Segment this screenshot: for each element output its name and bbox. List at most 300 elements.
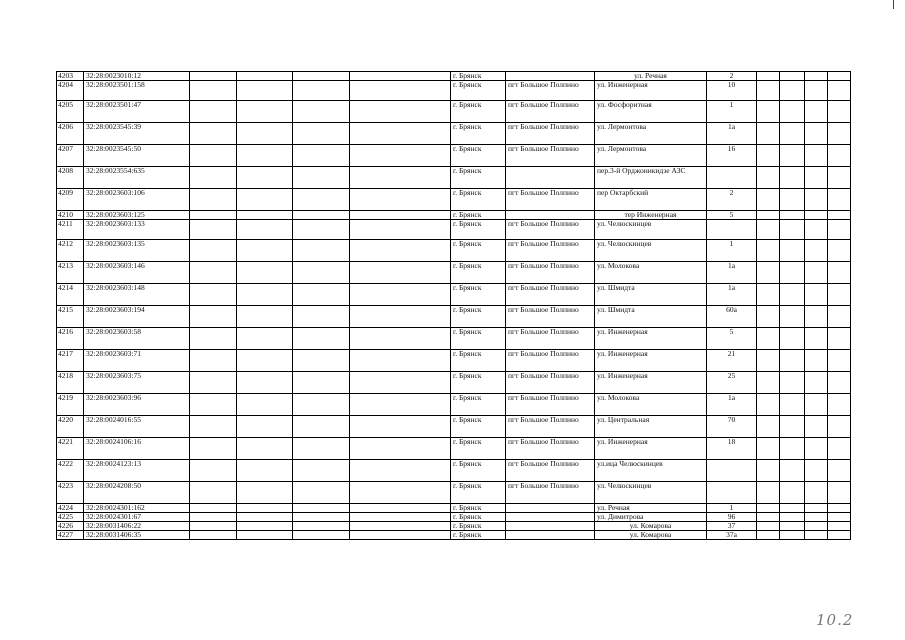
street-cell: ул. Речная <box>595 72 707 81</box>
table-row <box>57 513 851 522</box>
city-cell: г. Брянск <box>451 211 506 220</box>
empty-cell <box>190 482 237 504</box>
empty-cell <box>350 306 451 328</box>
settlement-cell: пгт Большое Полпино <box>506 220 595 240</box>
empty-cell <box>828 306 851 328</box>
empty-cell <box>757 522 780 531</box>
empty-cell <box>780 328 805 350</box>
row-number-cell: 4223 <box>57 482 84 504</box>
empty-cell <box>350 394 451 416</box>
empty-cell <box>828 81 851 101</box>
street-cell: ул. Инженерная <box>595 372 707 394</box>
empty-cell <box>828 240 851 262</box>
empty-cell <box>293 328 350 350</box>
empty-cell <box>805 101 828 123</box>
empty-cell <box>190 306 237 328</box>
empty-cell <box>350 81 451 101</box>
settlement-cell: пгт Большое Полпино <box>506 262 595 284</box>
empty-cell <box>780 284 805 306</box>
street-cell: ул. Инженерная <box>595 328 707 350</box>
empty-cell <box>293 482 350 504</box>
empty-cell <box>805 220 828 240</box>
settlement-cell: пгт Большое Полпино <box>506 372 595 394</box>
empty-cell <box>237 328 293 350</box>
house-number-cell: 37 <box>707 522 757 531</box>
empty-cell <box>350 504 451 513</box>
settlement-cell: пгт Большое Полпино <box>506 416 595 438</box>
empty-cell <box>293 416 350 438</box>
empty-cell <box>293 101 350 123</box>
empty-cell <box>757 72 780 81</box>
cadastral-number-cell: 32:28:0023603:96 <box>84 394 190 416</box>
table-row <box>57 504 851 513</box>
empty-cell <box>828 101 851 123</box>
city-cell: г. Брянск <box>451 394 506 416</box>
empty-cell <box>828 482 851 504</box>
row-number-cell: 4214 <box>57 284 84 306</box>
row-number-cell: 4206 <box>57 123 84 145</box>
empty-cell <box>350 262 451 284</box>
empty-cell <box>190 522 237 531</box>
empty-cell <box>190 284 237 306</box>
row-number-cell: 4215 <box>57 306 84 328</box>
row-number-cell: 4211 <box>57 220 84 240</box>
city-cell: г. Брянск <box>451 240 506 262</box>
empty-cell <box>780 438 805 460</box>
empty-cell <box>805 81 828 101</box>
city-cell: г. Брянск <box>451 416 506 438</box>
empty-cell <box>828 123 851 145</box>
empty-cell <box>190 350 237 372</box>
empty-cell <box>828 284 851 306</box>
empty-cell <box>757 167 780 189</box>
table-row <box>57 394 851 416</box>
empty-cell <box>757 531 780 540</box>
empty-cell <box>780 531 805 540</box>
empty-cell <box>828 189 851 211</box>
empty-cell <box>190 504 237 513</box>
row-number-cell: 4208 <box>57 167 84 189</box>
empty-cell <box>190 220 237 240</box>
empty-cell <box>293 504 350 513</box>
empty-cell <box>757 372 780 394</box>
row-number-cell: 4221 <box>57 438 84 460</box>
empty-cell <box>780 394 805 416</box>
house-number-cell: 5 <box>707 328 757 350</box>
empty-cell <box>780 306 805 328</box>
house-number-cell: 2 <box>707 189 757 211</box>
register-body <box>57 72 851 540</box>
empty-cell <box>805 460 828 482</box>
empty-cell <box>757 81 780 101</box>
empty-cell <box>780 460 805 482</box>
empty-cell <box>780 72 805 81</box>
house-number-cell <box>707 460 757 482</box>
empty-cell <box>780 101 805 123</box>
settlement-cell: пгт Большое Полпино <box>506 438 595 460</box>
street-cell: ул. Шмидта <box>595 284 707 306</box>
empty-cell <box>757 350 780 372</box>
city-cell: г. Брянск <box>451 101 506 123</box>
empty-cell <box>190 438 237 460</box>
table-row <box>57 145 851 167</box>
empty-cell <box>757 438 780 460</box>
cadastral-number-cell: 32:28:0023603:125 <box>84 211 190 220</box>
street-cell: ул. Молокова <box>595 262 707 284</box>
row-number-cell: 4212 <box>57 240 84 262</box>
row-number-cell: 4217 <box>57 350 84 372</box>
empty-cell <box>190 72 237 81</box>
row-number-cell: 4205 <box>57 101 84 123</box>
row-number-cell: 4216 <box>57 328 84 350</box>
empty-cell <box>780 189 805 211</box>
table-row <box>57 123 851 145</box>
empty-cell <box>828 262 851 284</box>
empty-cell <box>780 522 805 531</box>
cadastral-number-cell: 32:28:0023603:71 <box>84 350 190 372</box>
city-cell: г. Брянск <box>451 284 506 306</box>
empty-cell <box>237 220 293 240</box>
cadastral-number-cell: 32:28:0024301:162 <box>84 504 190 513</box>
empty-cell <box>237 416 293 438</box>
house-number-cell <box>707 167 757 189</box>
city-cell: г. Брянск <box>451 522 506 531</box>
cadastral-number-cell: 32:28:0024301:67 <box>84 513 190 522</box>
empty-cell <box>350 167 451 189</box>
empty-cell <box>828 504 851 513</box>
empty-cell <box>293 306 350 328</box>
empty-cell <box>828 145 851 167</box>
empty-cell <box>190 167 237 189</box>
city-cell: г. Брянск <box>451 531 506 540</box>
empty-cell <box>780 240 805 262</box>
city-cell: г. Брянск <box>451 123 506 145</box>
cadastral-number-cell: 32:28:0023603:135 <box>84 240 190 262</box>
settlement-cell: пгт Большое Полпино <box>506 123 595 145</box>
settlement-cell: пгт Большое Полпино <box>506 394 595 416</box>
street-cell: пер.3-й Орджоникидзе АЗС <box>595 167 707 189</box>
empty-cell <box>828 522 851 531</box>
settlement-cell: пгт Большое Полпино <box>506 306 595 328</box>
house-number-cell: 1 <box>707 240 757 262</box>
row-number-cell: 4204 <box>57 81 84 101</box>
empty-cell <box>293 350 350 372</box>
empty-cell <box>350 284 451 306</box>
empty-cell <box>780 211 805 220</box>
empty-cell <box>805 394 828 416</box>
row-number-cell: 4213 <box>57 262 84 284</box>
empty-cell <box>805 438 828 460</box>
empty-cell <box>190 123 237 145</box>
empty-cell <box>828 438 851 460</box>
house-number-cell: 18 <box>707 438 757 460</box>
settlement-cell <box>506 513 595 522</box>
empty-cell <box>293 522 350 531</box>
empty-cell <box>828 211 851 220</box>
row-number-cell: 4227 <box>57 531 84 540</box>
empty-cell <box>828 394 851 416</box>
table-row <box>57 167 851 189</box>
empty-cell <box>805 72 828 81</box>
empty-cell <box>805 306 828 328</box>
street-cell: тер Инженерная <box>595 211 707 220</box>
street-cell: ул. Фосфоритная <box>595 101 707 123</box>
settlement-cell: пгт Большое Полпино <box>506 81 595 101</box>
empty-cell <box>237 513 293 522</box>
empty-cell <box>237 81 293 101</box>
street-cell: ул. Инженерная <box>595 81 707 101</box>
empty-cell <box>805 240 828 262</box>
settlement-cell: пгт Большое Полпино <box>506 284 595 306</box>
row-number-cell: 4209 <box>57 189 84 211</box>
empty-cell <box>805 513 828 522</box>
empty-cell <box>293 189 350 211</box>
empty-cell <box>237 167 293 189</box>
empty-cell <box>237 482 293 504</box>
row-number-cell: 4225 <box>57 513 84 522</box>
row-number-cell: 4210 <box>57 211 84 220</box>
cadastral-number-cell: 32:28:0031406:22 <box>84 522 190 531</box>
settlement-cell <box>506 167 595 189</box>
empty-cell <box>780 81 805 101</box>
empty-cell <box>757 123 780 145</box>
empty-cell <box>828 531 851 540</box>
empty-cell <box>828 513 851 522</box>
empty-cell <box>780 262 805 284</box>
empty-cell <box>293 167 350 189</box>
empty-cell <box>757 513 780 522</box>
street-cell: ул. Лермонтова <box>595 145 707 167</box>
empty-cell <box>780 482 805 504</box>
street-cell: ул. Инженерная <box>595 438 707 460</box>
empty-cell <box>190 189 237 211</box>
empty-cell <box>757 460 780 482</box>
city-cell: г. Брянск <box>451 189 506 211</box>
empty-cell <box>190 262 237 284</box>
house-number-cell: 70 <box>707 416 757 438</box>
house-number-cell: 37а <box>707 531 757 540</box>
row-number-cell: 4222 <box>57 460 84 482</box>
empty-cell <box>293 262 350 284</box>
empty-cell <box>350 482 451 504</box>
empty-cell <box>757 394 780 416</box>
street-cell: ул. Челюскинцев <box>595 240 707 262</box>
city-cell: г. Брянск <box>451 328 506 350</box>
empty-cell <box>780 350 805 372</box>
empty-cell <box>350 123 451 145</box>
empty-cell <box>190 145 237 167</box>
table-row <box>57 460 851 482</box>
street-cell: ул. Молокова <box>595 394 707 416</box>
empty-cell <box>350 72 451 81</box>
cadastral-number-cell: 32:28:0023501:47 <box>84 101 190 123</box>
city-cell: г. Брянск <box>451 460 506 482</box>
empty-cell <box>237 211 293 220</box>
empty-cell <box>350 220 451 240</box>
empty-cell <box>828 350 851 372</box>
row-number-cell: 4224 <box>57 504 84 513</box>
settlement-cell: пгт Большое Полпино <box>506 240 595 262</box>
empty-cell <box>805 262 828 284</box>
empty-cell <box>805 416 828 438</box>
empty-cell <box>237 240 293 262</box>
table-row <box>57 522 851 531</box>
handwritten-page-note: 10.2 <box>816 611 854 629</box>
house-number-cell: 96 <box>707 513 757 522</box>
city-cell: г. Брянск <box>451 438 506 460</box>
empty-cell <box>805 522 828 531</box>
settlement-cell <box>506 72 595 81</box>
empty-cell <box>757 145 780 167</box>
empty-cell <box>805 504 828 513</box>
empty-cell <box>757 328 780 350</box>
empty-cell <box>190 531 237 540</box>
table-row <box>57 81 851 101</box>
empty-cell <box>780 513 805 522</box>
empty-cell <box>237 522 293 531</box>
empty-cell <box>237 262 293 284</box>
street-cell: ул. Шмидта <box>595 306 707 328</box>
city-cell: г. Брянск <box>451 81 506 101</box>
empty-cell <box>190 81 237 101</box>
city-cell: г. Брянск <box>451 145 506 167</box>
house-number-cell: 1а <box>707 284 757 306</box>
cadastral-number-cell: 32:28:0023545:39 <box>84 123 190 145</box>
settlement-cell: пгт Большое Полпино <box>506 145 595 167</box>
empty-cell <box>350 328 451 350</box>
empty-cell <box>190 513 237 522</box>
house-number-cell: 5 <box>707 211 757 220</box>
cadastral-number-cell: 32:28:0023603:58 <box>84 328 190 350</box>
cadastral-number-cell: 32:28:0024106:16 <box>84 438 190 460</box>
cadastral-number-cell: 32:28:0023603:148 <box>84 284 190 306</box>
table-row <box>57 438 851 460</box>
settlement-cell: пгт Большое Полпино <box>506 482 595 504</box>
settlement-cell <box>506 522 595 531</box>
empty-cell <box>757 482 780 504</box>
house-number-cell: 21 <box>707 350 757 372</box>
empty-cell <box>190 416 237 438</box>
table-row <box>57 101 851 123</box>
empty-cell <box>805 531 828 540</box>
empty-cell <box>350 372 451 394</box>
empty-cell <box>190 328 237 350</box>
street-cell: ул. Речная <box>595 504 707 513</box>
city-cell: г. Брянск <box>451 372 506 394</box>
empty-cell <box>237 531 293 540</box>
empty-cell <box>350 460 451 482</box>
empty-cell <box>805 350 828 372</box>
empty-cell <box>350 189 451 211</box>
empty-cell <box>237 72 293 81</box>
address-register-table <box>56 71 851 540</box>
empty-cell <box>237 438 293 460</box>
street-cell: пер Октарбский <box>595 189 707 211</box>
row-number-cell: 4226 <box>57 522 84 531</box>
empty-cell <box>190 240 237 262</box>
house-number-cell: 1а <box>707 394 757 416</box>
empty-cell <box>757 101 780 123</box>
settlement-cell: пгт Большое Полпино <box>506 189 595 211</box>
empty-cell <box>757 220 780 240</box>
house-number-cell: 1а <box>707 123 757 145</box>
empty-cell <box>780 220 805 240</box>
empty-cell <box>780 123 805 145</box>
empty-cell <box>237 460 293 482</box>
settlement-cell: пгт Большое Полпино <box>506 350 595 372</box>
house-number-cell: 10 <box>707 81 757 101</box>
empty-cell <box>757 416 780 438</box>
empty-cell <box>757 284 780 306</box>
row-number-cell: 4203 <box>57 72 84 81</box>
cadastral-number-cell: 32:28:0023603:133 <box>84 220 190 240</box>
table-row <box>57 482 851 504</box>
city-cell: г. Брянск <box>451 167 506 189</box>
cadastral-number-cell: 32:28:0023545:50 <box>84 145 190 167</box>
empty-cell <box>293 531 350 540</box>
empty-cell <box>190 372 237 394</box>
cadastral-number-cell: 32:28:0024123:13 <box>84 460 190 482</box>
empty-cell <box>293 123 350 145</box>
empty-cell <box>293 513 350 522</box>
house-number-cell: 1 <box>707 504 757 513</box>
empty-cell <box>237 189 293 211</box>
empty-cell <box>757 504 780 513</box>
empty-cell <box>805 167 828 189</box>
city-cell: г. Брянск <box>451 306 506 328</box>
city-cell: г. Брянск <box>451 513 506 522</box>
table-row <box>57 306 851 328</box>
empty-cell <box>293 81 350 101</box>
table-row <box>57 372 851 394</box>
empty-cell <box>805 211 828 220</box>
empty-cell <box>350 438 451 460</box>
empty-cell <box>350 211 451 220</box>
settlement-cell <box>506 504 595 513</box>
cadastral-number-cell: 32:28:0023554:635 <box>84 167 190 189</box>
street-cell: ул. Челюскинцев <box>595 220 707 240</box>
empty-cell <box>190 394 237 416</box>
row-number-cell: 4207 <box>57 145 84 167</box>
empty-cell <box>780 145 805 167</box>
empty-cell <box>757 189 780 211</box>
empty-cell <box>828 372 851 394</box>
empty-cell <box>780 167 805 189</box>
house-number-cell <box>707 220 757 240</box>
street-cell: ул. Комарова <box>595 522 707 531</box>
street-cell: ул.ица Челюскинцев <box>595 460 707 482</box>
row-number-cell: 4220 <box>57 416 84 438</box>
empty-cell <box>293 211 350 220</box>
empty-cell <box>237 372 293 394</box>
empty-cell <box>805 284 828 306</box>
table-row <box>57 262 851 284</box>
empty-cell <box>350 513 451 522</box>
empty-cell <box>293 438 350 460</box>
empty-cell <box>237 306 293 328</box>
empty-cell <box>237 394 293 416</box>
row-number-cell: 4219 <box>57 394 84 416</box>
cadastral-number-cell: 32:28:0023603:75 <box>84 372 190 394</box>
street-cell: ул. Лермонтова <box>595 123 707 145</box>
empty-cell <box>293 394 350 416</box>
table-row <box>57 189 851 211</box>
city-cell: г. Брянск <box>451 350 506 372</box>
table-row <box>57 284 851 306</box>
settlement-cell <box>506 531 595 540</box>
table-row <box>57 72 851 81</box>
table-row <box>57 416 851 438</box>
